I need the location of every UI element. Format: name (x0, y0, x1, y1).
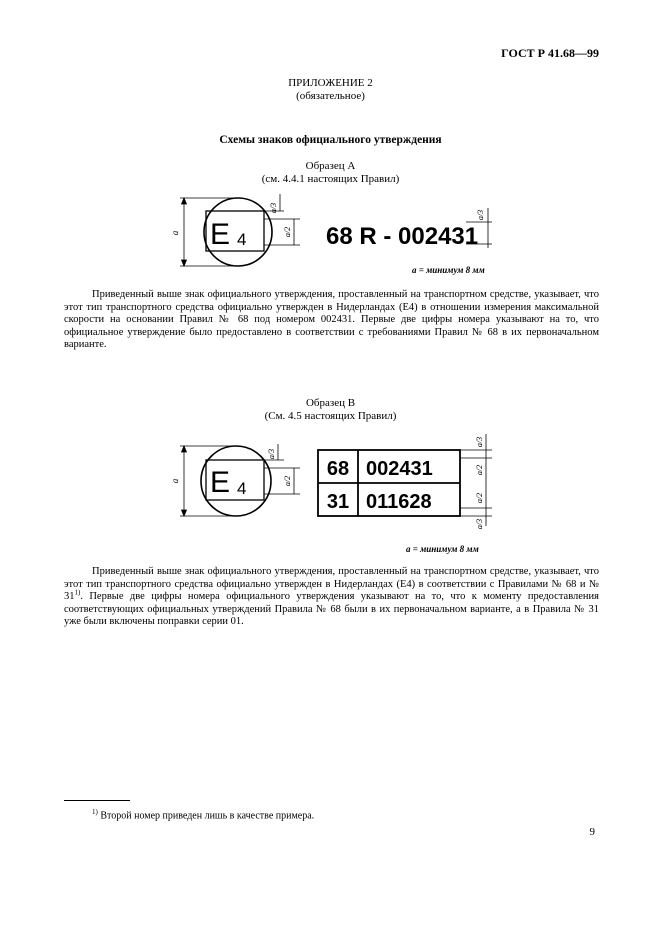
dim-a2-label: a/2 (283, 226, 292, 238)
mark-letter-e: E (210, 218, 231, 251)
footnote-reference: 1) (74, 588, 81, 597)
footnote-text: Второй номер приведен лишь в качестве примера. (100, 810, 315, 822)
table-dim-a3-bottom: a/3 (475, 518, 484, 530)
page-number: 9 (589, 826, 595, 838)
standard-header: ГОСТ Р 41.68—99 (501, 46, 599, 60)
sample-a-min-note: a = минимум 8 мм (412, 265, 485, 275)
footnote (92, 808, 314, 821)
sample-b-diagram (160, 430, 500, 530)
footnote-marker: 1) (92, 808, 98, 816)
dim-a2-label: a/2 (283, 475, 292, 487)
table-reg-cell: 68 (326, 458, 350, 480)
table-dim-a2-top: a/2 (475, 464, 484, 476)
table-reg-cell: 31 (326, 491, 350, 513)
table-num-cell: 011628 (366, 491, 432, 513)
sample-a-paragraph (64, 289, 599, 352)
approval-code: 68 R - 002431 (326, 223, 479, 250)
table-num-cell: 002431 (366, 458, 433, 480)
sample-a-title: Образец А (305, 160, 356, 172)
sample-a-heading (0, 160, 661, 186)
dim-a-label: a (170, 230, 180, 236)
table-dim-a2-bottom: a/2 (475, 492, 484, 504)
dim-a-label: a (170, 478, 180, 484)
section-title: Схемы знаков официального утверждения (219, 134, 442, 146)
sample-b-heading (0, 397, 661, 423)
sample-b-text-part1: Приведенный выше знак официального утверждения, проставленный на транспортном средстве, указывает, что этот тип транспортного средства официально утвержден в Нидерландах (E4) в соответствии с Правилами № 68 и № 31 (64, 566, 599, 603)
dim-a3-label: a/3 (269, 202, 278, 214)
dim-a3-label: a/3 (267, 448, 276, 460)
sample-b-paragraph (64, 566, 599, 629)
sample-b-ref: (См. 4.5 настоящих Правил) (264, 410, 397, 422)
mark-number: 4 (237, 479, 247, 498)
dimension-a2-line (264, 219, 300, 245)
table-dim-a3-top: a/3 (475, 436, 484, 448)
appendix-title: ПРИЛОЖЕНИЕ 2 (288, 77, 373, 89)
appendix-subtitle: (обязательное) (296, 90, 365, 102)
footnote-separator (64, 800, 130, 801)
appendix-heading (0, 77, 661, 103)
sample-b-text (64, 566, 599, 629)
sample-b-text-part2: . Первые две цифры номера официального утверждения указывают на то, что к моменту предоставления соответствующих официальных утверждений Правила № 68 были в их первоначальном варианте, а в Правила № 31 уже были включены поправки серии 01. (64, 591, 599, 628)
sample-b-min-note: a = минимум 8 мм (406, 544, 479, 554)
mark-number: 4 (237, 230, 247, 249)
code-dim-a3-label: a/3 (476, 209, 485, 221)
sample-a-ref: (см. 4.4.1 настоящих Правил) (261, 173, 400, 185)
sample-a-text: Приведенный выше знак официального утверждения, проставленный на транспортном средстве, указывает, что этот тип транспортного средства официально утвержден в Нидерландах (E4) в отношении измерения максимальной скорости на основании Правил № 68 под номером 002431. Первые две цифры номера указывают на то, что официальное утверждение было предоставлено в соответствии с требованиями Правил № 68 в их первоначальном варианте. (64, 289, 599, 351)
mark-letter-e: E (210, 466, 231, 499)
sample-b-title: Образец В (305, 397, 356, 409)
